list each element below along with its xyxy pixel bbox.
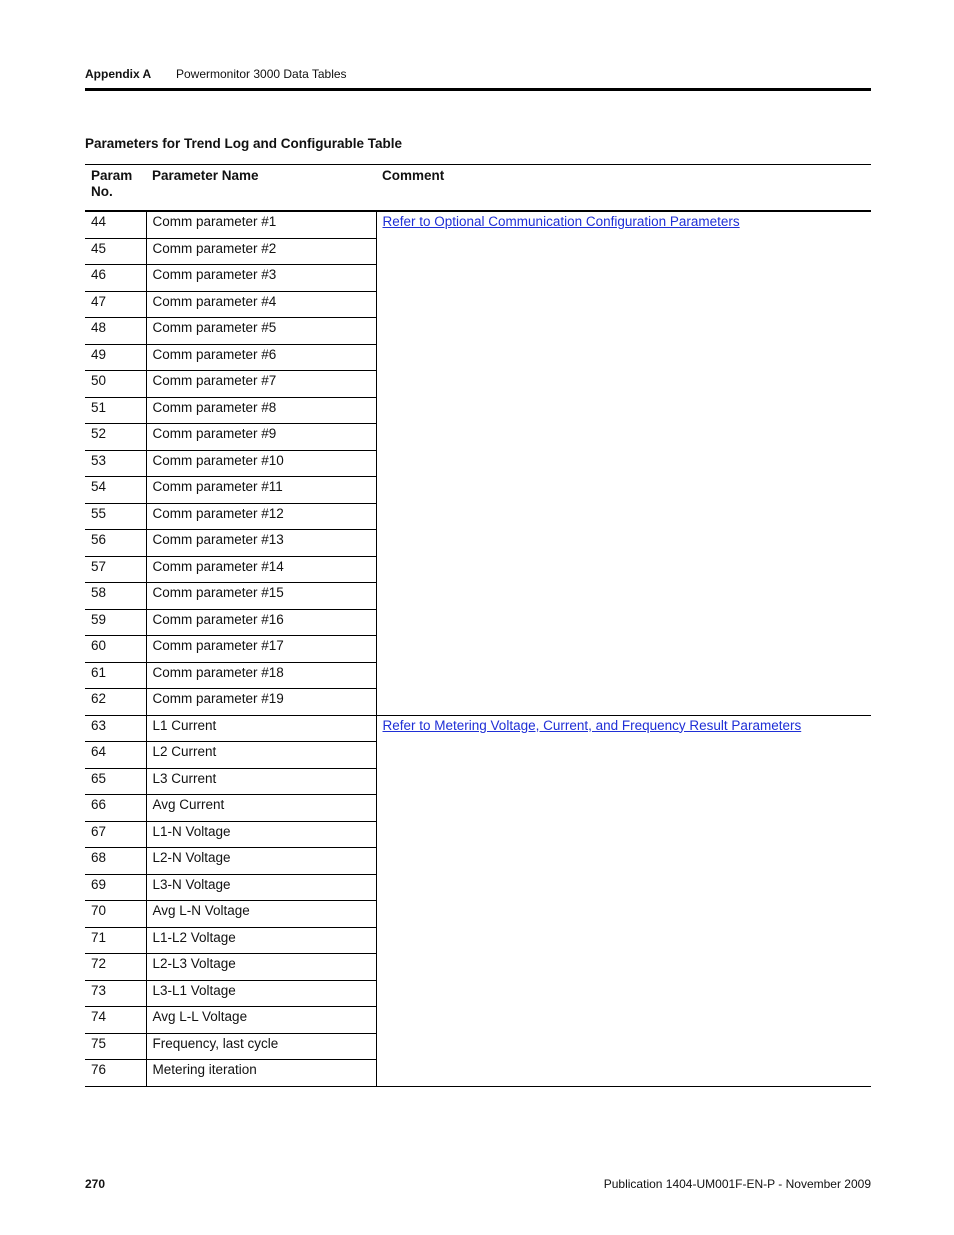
parameter-name: Comm parameter #18 (146, 662, 376, 689)
param-number: 54 (85, 477, 146, 504)
parameter-name: Comm parameter #4 (146, 291, 376, 318)
parameter-name: L1-L2 Voltage (146, 927, 376, 954)
comment-cell (376, 211, 871, 715)
running-header (85, 66, 871, 91)
table-header-row (85, 165, 871, 212)
param-number: 69 (85, 874, 146, 901)
table-row (85, 715, 871, 742)
param-number: 59 (85, 609, 146, 636)
column-header-parameter-name: Parameter Name (146, 165, 376, 212)
param-number: 70 (85, 901, 146, 928)
parameter-name: L2 Current (146, 742, 376, 769)
parameter-name: Comm parameter #15 (146, 583, 376, 610)
param-number: 76 (85, 1060, 146, 1087)
param-number: 72 (85, 954, 146, 981)
param-number: 73 (85, 980, 146, 1007)
param-number: 53 (85, 450, 146, 477)
parameter-name: Comm parameter #12 (146, 503, 376, 530)
param-number: 45 (85, 238, 146, 265)
parameter-name: Avg L-N Voltage (146, 901, 376, 928)
parameter-name: L3-N Voltage (146, 874, 376, 901)
parameter-name: Avg Current (146, 795, 376, 822)
parameter-name: L3-L1 Voltage (146, 980, 376, 1007)
param-number: 47 (85, 291, 146, 318)
parameter-name: Comm parameter #6 (146, 344, 376, 371)
comment-reference-link[interactable]: Refer to Metering Voltage, Current, and Frequency Result Parameters (382, 717, 802, 733)
param-number: 75 (85, 1033, 146, 1060)
param-number: 64 (85, 742, 146, 769)
param-number: 62 (85, 689, 146, 716)
param-number: 50 (85, 371, 146, 398)
param-number: 48 (85, 318, 146, 345)
parameter-name: Comm parameter #14 (146, 556, 376, 583)
parameter-name: Comm parameter #17 (146, 636, 376, 663)
param-number: 46 (85, 265, 146, 292)
param-number: 58 (85, 583, 146, 610)
parameter-name: Comm parameter #19 (146, 689, 376, 716)
param-number: 57 (85, 556, 146, 583)
page-footer (85, 1176, 871, 1194)
table-body (85, 211, 871, 1086)
param-number: 49 (85, 344, 146, 371)
publication-info: Publication 1404-UM001F-EN-P - November 2009 (603, 1177, 871, 1191)
table-title: Parameters for Trend Log and Configurable Table (85, 136, 403, 151)
param-number: 68 (85, 848, 146, 875)
param-number: 44 (85, 211, 146, 238)
parameter-name: Comm parameter #5 (146, 318, 376, 345)
param-number: 60 (85, 636, 146, 663)
parameters-table (85, 164, 871, 1087)
parameter-name: Comm parameter #3 (146, 265, 376, 292)
parameter-name: Comm parameter #10 (146, 450, 376, 477)
appendix-label: Appendix A (85, 67, 152, 81)
parameter-name: Comm parameter #13 (146, 530, 376, 557)
parameter-name: Metering iteration (146, 1060, 376, 1087)
parameter-name: L3 Current (146, 768, 376, 795)
param-number: 65 (85, 768, 146, 795)
param-number: 71 (85, 927, 146, 954)
column-header-param-no (85, 165, 146, 212)
parameter-name: L2-N Voltage (146, 848, 376, 875)
param-no-line2: No. (91, 184, 113, 199)
parameter-name: Frequency, last cycle (146, 1033, 376, 1060)
parameter-name: L1-N Voltage (146, 821, 376, 848)
param-number: 61 (85, 662, 146, 689)
parameter-name: Comm parameter #8 (146, 397, 376, 424)
parameter-name: Avg L-L Voltage (146, 1007, 376, 1034)
table-row (85, 211, 871, 238)
parameter-name: L1 Current (146, 715, 376, 742)
param-number: 56 (85, 530, 146, 557)
param-number: 74 (85, 1007, 146, 1034)
param-no-line1: Param (91, 168, 133, 183)
chapter-title: Powermonitor 3000 Data Tables (176, 67, 347, 81)
parameter-name: Comm parameter #9 (146, 424, 376, 451)
parameter-name: L2-L3 Voltage (146, 954, 376, 981)
param-number: 63 (85, 715, 146, 742)
parameter-name: Comm parameter #2 (146, 238, 376, 265)
page-number: 270 (85, 1177, 106, 1191)
parameter-name: Comm parameter #7 (146, 371, 376, 398)
comment-cell (376, 715, 871, 1086)
param-number: 66 (85, 795, 146, 822)
parameter-name: Comm parameter #16 (146, 609, 376, 636)
column-header-comment: Comment (376, 165, 871, 212)
param-number: 55 (85, 503, 146, 530)
param-number: 67 (85, 821, 146, 848)
parameter-name: Comm parameter #1 (146, 211, 376, 238)
param-number: 52 (85, 424, 146, 451)
parameter-name: Comm parameter #11 (146, 477, 376, 504)
param-number: 51 (85, 397, 146, 424)
comment-reference-link[interactable]: Refer to Optional Communication Configuration Parameters (382, 214, 740, 229)
